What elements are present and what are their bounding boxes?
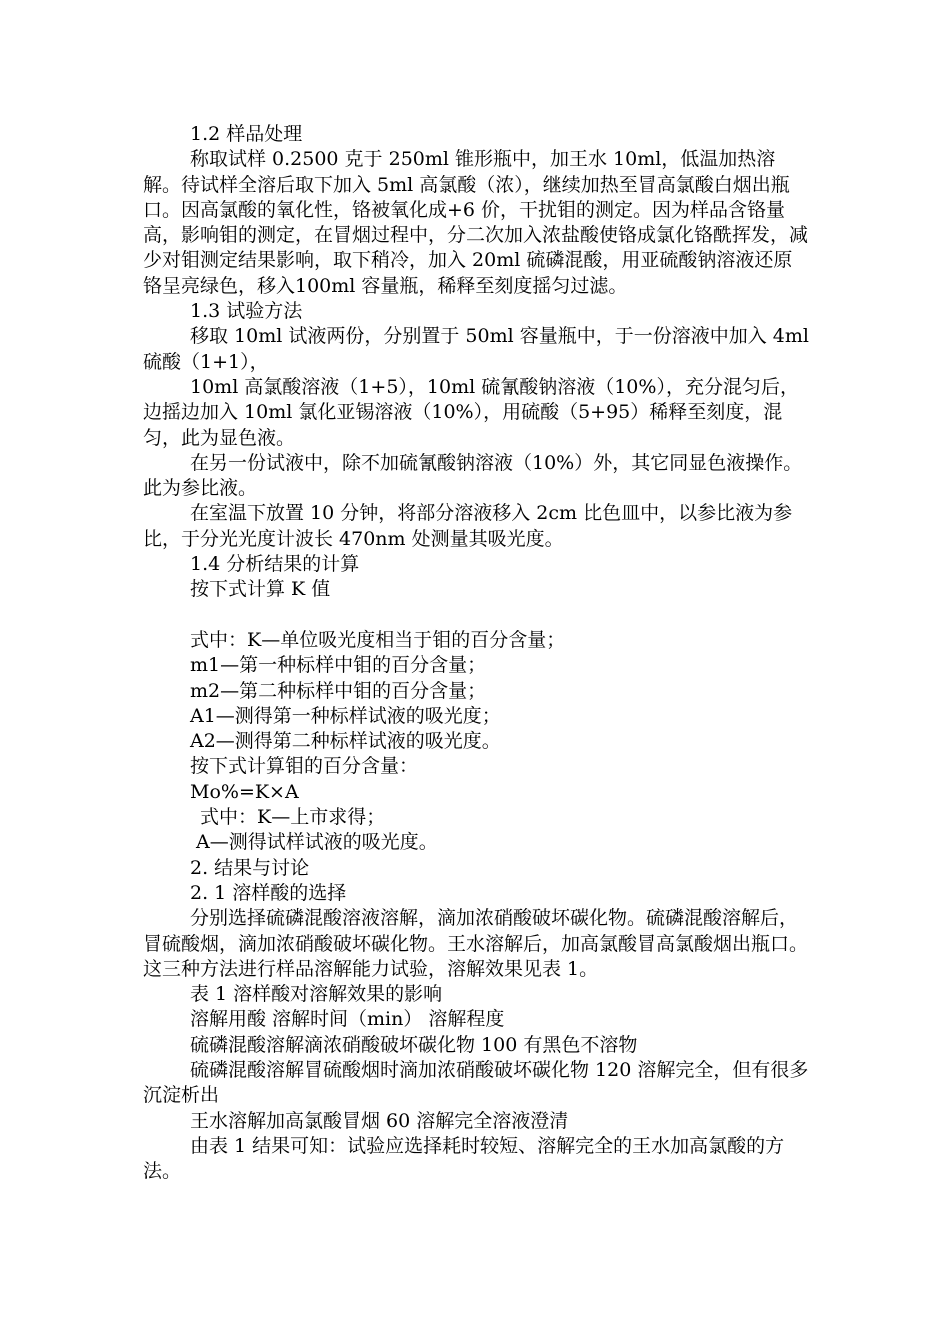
definition-m2: m2—第二种标样中钼的百分含量； [190,679,487,702]
table-1-title: 表 1 溶样酸对溶解效果的影响 [190,983,443,1006]
section-1-2-body: 称取试样 0.2500 克于 250ml 锥形瓶中，加王水 10ml，低温加热溶解。待试样全溶后取下加入 5ml 高氯酸（浓），继续加热至冒高氯酸白烟出瓶口。因高氯酸的氧化性，铬被氧化成+6 价，干扰钼的测定。因为样品含铬量高，影响钼的测定，在冒烟过程中，分二次加入浓盐酸使铬成氯化铬酰挥发，减少对钼测定结果影响，取下稍冷，加入 20ml 硫磷混酸，用亚硫酸钠溶液还原铬呈亮绿色，移入100ml 容量瓶，稀释至刻度摇匀过滤。 [143,148,809,297]
document-page [143,122,810,1184]
table-1-row-1: 硫磷混酸溶解滴浓硝酸破坏碳化物 100 有黑色不溶物 [190,1033,638,1056]
definition-a1: A1—测得第一种标样试液的吸光度； [190,704,501,727]
definition-a [143,830,810,855]
section-2-1-conclusion: 由表 1 结果可知：试验应选择耗时较短、溶解完全的王水加高氯酸的方法。 [143,1134,785,1183]
table-1-row-3: 王水溶解加高氯酸冒烟 60 溶解完全溶液澄清 [190,1109,569,1132]
table-1-header: 溶解用酸 溶解时间（min） 溶解程度 [190,1008,505,1031]
section-1-3-title: 1.3 试验方法 [190,300,303,323]
where-2-text: 式中：K—上市求得； [200,806,386,829]
section-1-4-calc-intro: 按下式计算钼的百分含量： [190,755,419,778]
section-1-4-title: 1.4 分析结果的计算 [190,553,360,576]
molybdenum-formula: Mo%=K×A [190,780,299,803]
section-2-title: 2. 结果与讨论 [190,856,310,879]
section-1-3-paragraph-1: 移取 10ml 试液两份，分别置于 50ml 容量瓶中，于一份溶液中加入 4ml 硫酸（1+1）， [143,325,809,373]
definition-a2: A2—测得第二种标样试液的吸光度。 [190,730,501,753]
formula-placeholder [143,603,810,628]
section-1-3-paragraph-2: 10ml 高氯酸溶液（1+5），10ml 硫氰酸钠溶液（10%），充分混匀后，边摇边加入 10ml 氯化亚锡溶液（10%），用硫酸（5+95）稀释至刻度，混匀，此为显色液。 [143,375,799,449]
section-1-4-k-intro: 按下式计算 K 值 [190,578,331,601]
section-2-1-title: 2. 1 溶样酸的选择 [190,881,347,904]
section-1-2-title: 1.2 样品处理 [190,123,303,145]
section-1-4-where-2 [143,805,810,830]
section-2-1-body: 分别选择硫磷混酸溶液溶解，滴加浓硝酸破坏碳化物。硫磷混酸溶解后，冒硫酸烟，滴加浓硝酸破坏碳化物。王水溶解后，加高氯酸冒高氯酸烟出瓶口。这三种方法进行样品溶解能力试验，溶解效果见表 1。 [143,907,809,980]
table-1-row-2: 硫磷混酸溶解冒硫酸烟时滴加浓硝酸破坏碳化物 120 溶解完全，但有很多沉淀析出 [143,1058,809,1107]
section-1-4-where: 式中：K—单位吸光度相当于钼的百分含量； [190,628,566,651]
definition-m1: m1—第一种标样中钼的百分含量； [190,654,487,677]
definition-a-text: A—测得试样试液的吸光度。 [196,831,438,854]
section-1-3-paragraph-3: 在另一份试液中，除不加硫氰酸钠溶液（10%）外，其它同显色液操作。此为参比液。 [143,451,803,500]
section-1-3-paragraph-4: 在室温下放置 10 分钟，将部分溶液移入 2cm 比色皿中，以参比液为参比，于分光光度计波长 470nm 处测量其吸光度。 [143,502,793,550]
